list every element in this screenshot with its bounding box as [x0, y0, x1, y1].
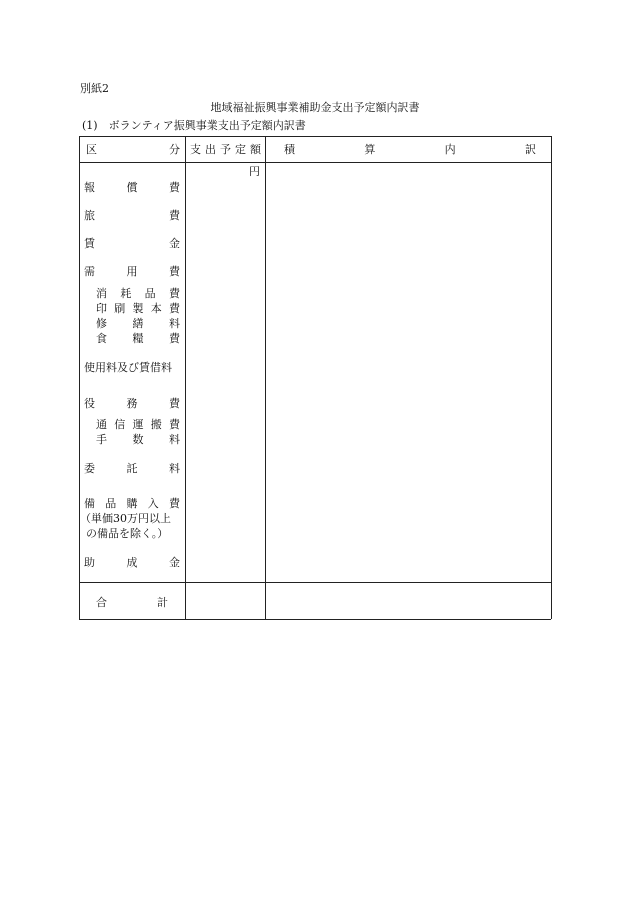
row-label-demand-expenses: 需 用 費	[84, 265, 180, 278]
table-border-left	[79, 136, 80, 619]
document-title: 地域福祉振興事業補助金支出予定額内訳書	[210, 101, 420, 114]
table-border-top	[79, 136, 551, 137]
row-label-rental: 使用料及び賃借料	[84, 361, 172, 374]
row-label-fees: 手 数 料	[96, 433, 180, 446]
table-border-right	[551, 136, 552, 619]
row-label-repairs: 修 繕 料	[96, 317, 180, 330]
table-total-divider	[79, 582, 551, 583]
row-label-communication: 通 信 運 搬 費	[96, 418, 180, 431]
header-detail: 積 算 内 訳	[284, 143, 536, 156]
row-label-consignment: 委 託 料	[84, 462, 180, 475]
table-col-divider-2	[265, 136, 266, 619]
table-col-divider-1	[185, 136, 186, 619]
row-label-services: 役 務 費	[84, 397, 180, 410]
row-label-honorarium: 報 償 費	[84, 181, 180, 194]
row-label-food: 食 糧 費	[96, 332, 180, 345]
row-label-equipment: 備 品 購 入 費	[84, 497, 180, 510]
row-label-equipment-note-2: の備品を除く。）	[86, 527, 169, 540]
row-label-subsidy: 助 成 金	[84, 556, 180, 569]
table-header-divider	[79, 162, 551, 163]
row-label-printing: 印 刷 製 本 費	[96, 302, 180, 315]
row-label-equipment-note-1: （単価30万円以上	[80, 512, 171, 525]
section-title: (1) ボランティア振興事業支出予定額内訳書	[82, 119, 306, 132]
total-label: 合 計	[96, 596, 168, 609]
row-label-travel: 旅 費	[84, 209, 180, 222]
yen-unit: 円	[249, 165, 260, 178]
attachment-label: 別紙2	[80, 82, 109, 95]
table-border-bottom	[79, 619, 551, 620]
row-label-wages: 賃 金	[84, 237, 180, 250]
header-category: 区 分	[86, 143, 180, 156]
header-amount: 支 出 予 定 額	[190, 143, 261, 156]
row-label-consumables: 消 耗 品 費	[96, 287, 180, 300]
